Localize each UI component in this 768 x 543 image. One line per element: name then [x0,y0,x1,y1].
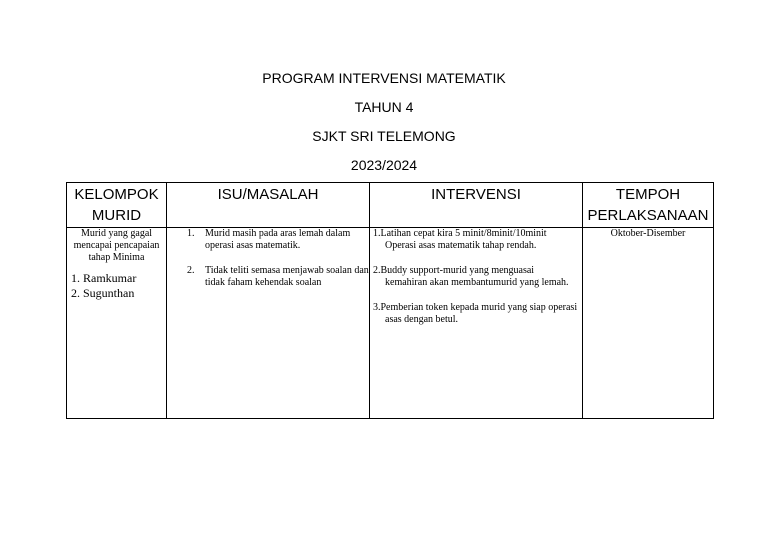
student-name: 2. Sugunthan [71,286,135,300]
title-year: TAHUN 4 [354,99,414,115]
cell-kelompok-murid [67,228,167,419]
header-intervensi: INTERVENSI [370,183,583,228]
intervention-item: 1.Latihan cepat kira 5 minit/8minit/10minit Operasi asas matematik tahap rendah. [373,228,547,251]
issue-list [167,228,369,289]
header-isu-masalah: ISU/MASALAH [167,183,370,228]
intervention-item: 2.Buddy support-murid yang menguasai kemahiran akan membantumurid yang lemah. [373,265,569,288]
title-session: 2023/2024 [350,157,418,173]
list-item [167,228,369,252]
table-row [67,228,714,419]
list-number: 2. [187,265,195,276]
table-header-row [67,183,714,228]
title-program: PROGRAM INTERVENSI MATEMATIK [262,70,506,86]
issue-text: Tidak teliti semasa menjawab soalan dan tidak faham kehendak soalan [205,265,369,288]
issue-text: Murid masih pada aras lemah dalam operasi asas matematik. [205,228,351,251]
header-kelompok-murid: KELOMPOK MURID [67,183,167,228]
title-school: SJKT SRI TELEMONG [312,128,456,144]
header-tempoh: TEMPOH PERLAKSANAAN [583,183,714,228]
cell-tempoh: Oktober-Disember [583,228,714,419]
cell-isu-masalah [167,228,370,419]
intervention-table [66,182,714,419]
student-list [67,271,166,301]
list-item [167,265,369,289]
cell-intervensi [370,228,583,419]
intervention-item: 3.Pemberian token kepada murid yang siap operasi asas dengan betul. [373,302,578,325]
document-title [0,64,768,180]
kelompok-description: Murid yang gagal mencapai pencapaian tahap Minima [73,228,160,263]
list-number: 1. [187,228,195,239]
student-name: 1. Ramkumar [71,271,137,285]
